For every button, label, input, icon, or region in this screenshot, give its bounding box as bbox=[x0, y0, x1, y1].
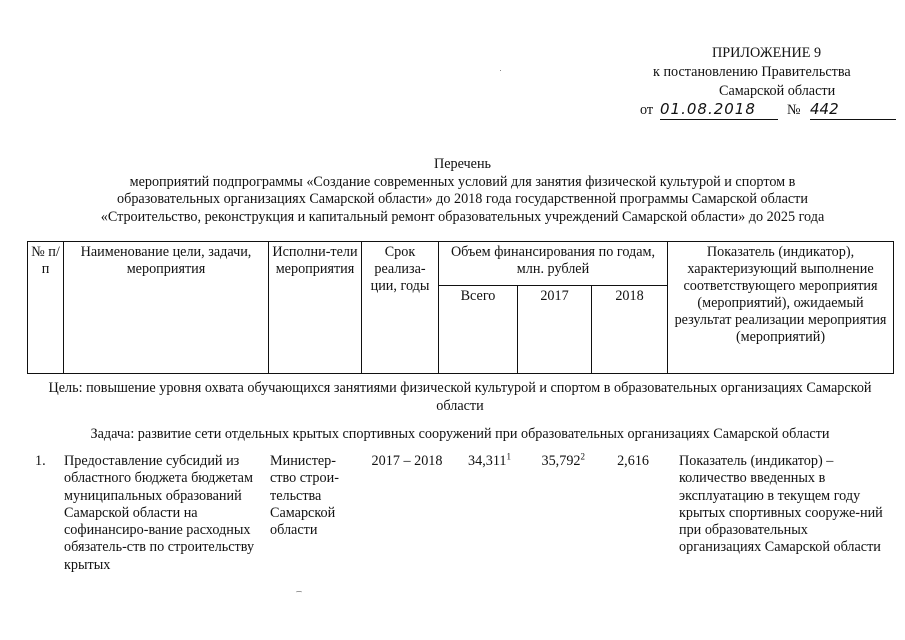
row-2017-value: 35,792 bbox=[541, 453, 581, 469]
appendix-line-2: к постановлению Правительства bbox=[653, 64, 851, 80]
heading-line-2: мероприятий подпрограммы «Создание современных условий для занятия физической культурой и спортом в bbox=[129, 173, 796, 190]
header-executor: Исполни-тели мероприятия bbox=[269, 242, 362, 374]
row-2018: 2,616 bbox=[617, 453, 649, 469]
table-row bbox=[27, 453, 893, 593]
heading-line-1: Перечень bbox=[433, 156, 492, 172]
handwritten-number: 442 bbox=[810, 100, 896, 120]
measures-table-header bbox=[27, 241, 894, 374]
row-total-value: 34,311 bbox=[468, 453, 507, 469]
appendix-title: ПРИЛОЖЕНИЕ 9 bbox=[712, 45, 822, 61]
task-text: Задача: развитие сети отдельных крытых спортивных сооружений при образовательных организациях Самарской области bbox=[90, 426, 830, 442]
document-heading bbox=[40, 156, 885, 226]
scan-speck bbox=[500, 70, 501, 71]
number-label: № bbox=[787, 102, 801, 118]
footnote-2-marker: 2 bbox=[580, 451, 585, 462]
header-term: Срок реализа-ции, годы bbox=[362, 242, 439, 374]
row-indicator: Показатель (индикатор) – количество введенных в эксплуатацию в текущем году крытых спортивных сооруже-ний при образовательных организациях Самарской области bbox=[679, 453, 883, 556]
from-label: от bbox=[640, 102, 654, 118]
header-total: Всего bbox=[439, 286, 518, 374]
handwritten-date: 01.08.2018 bbox=[660, 100, 778, 120]
header-funding: Объем финансирования по годам, млн. рублей bbox=[439, 242, 668, 286]
page-mark bbox=[296, 591, 302, 594]
appendix-block bbox=[640, 44, 890, 123]
header-indicator: Показатель (индикатор), характеризующий выполнение соответствующего мероприятия (мероприятий), ожидаемый результат реализации мероприятия (мероприятий) bbox=[668, 242, 894, 374]
footnote-1-marker: 1 bbox=[506, 451, 511, 462]
row-executor: Министер-ство строи-тельства Самарской области bbox=[270, 453, 339, 539]
appendix-line-3: Самарской области bbox=[719, 83, 836, 99]
heading-line-3: образовательных организациях Самарской области» до 2018 года государственной программы Самарской области bbox=[117, 191, 808, 207]
row-total bbox=[455, 453, 511, 470]
appendix-date-line bbox=[640, 101, 890, 123]
row-name: Предоставление субсидий из областного бюджета бюджетам муниципальных образований Самарской области на софинансиро-вание расходных обязатель-ств по строительству крытых bbox=[64, 453, 255, 573]
header-num: № п/п bbox=[28, 242, 64, 374]
header-2018: 2018 bbox=[592, 286, 668, 374]
header-2017: 2017 bbox=[518, 286, 592, 374]
row-num: 1. bbox=[35, 453, 46, 469]
heading-line-4: «Строительство, реконструкция и капитальный ремонт образовательных учреждений Самарской области» до 2025 года bbox=[100, 208, 825, 225]
row-term: 2017 – 2018 bbox=[371, 453, 443, 469]
goal-text: Цель: повышение уровня охвата обучающихся занятиями физической культурой и спортом в образовательных организациях Самарской области bbox=[48, 380, 872, 414]
row-2017 bbox=[521, 453, 585, 470]
header-name: Наименование цели, задачи, мероприятия bbox=[64, 242, 269, 374]
